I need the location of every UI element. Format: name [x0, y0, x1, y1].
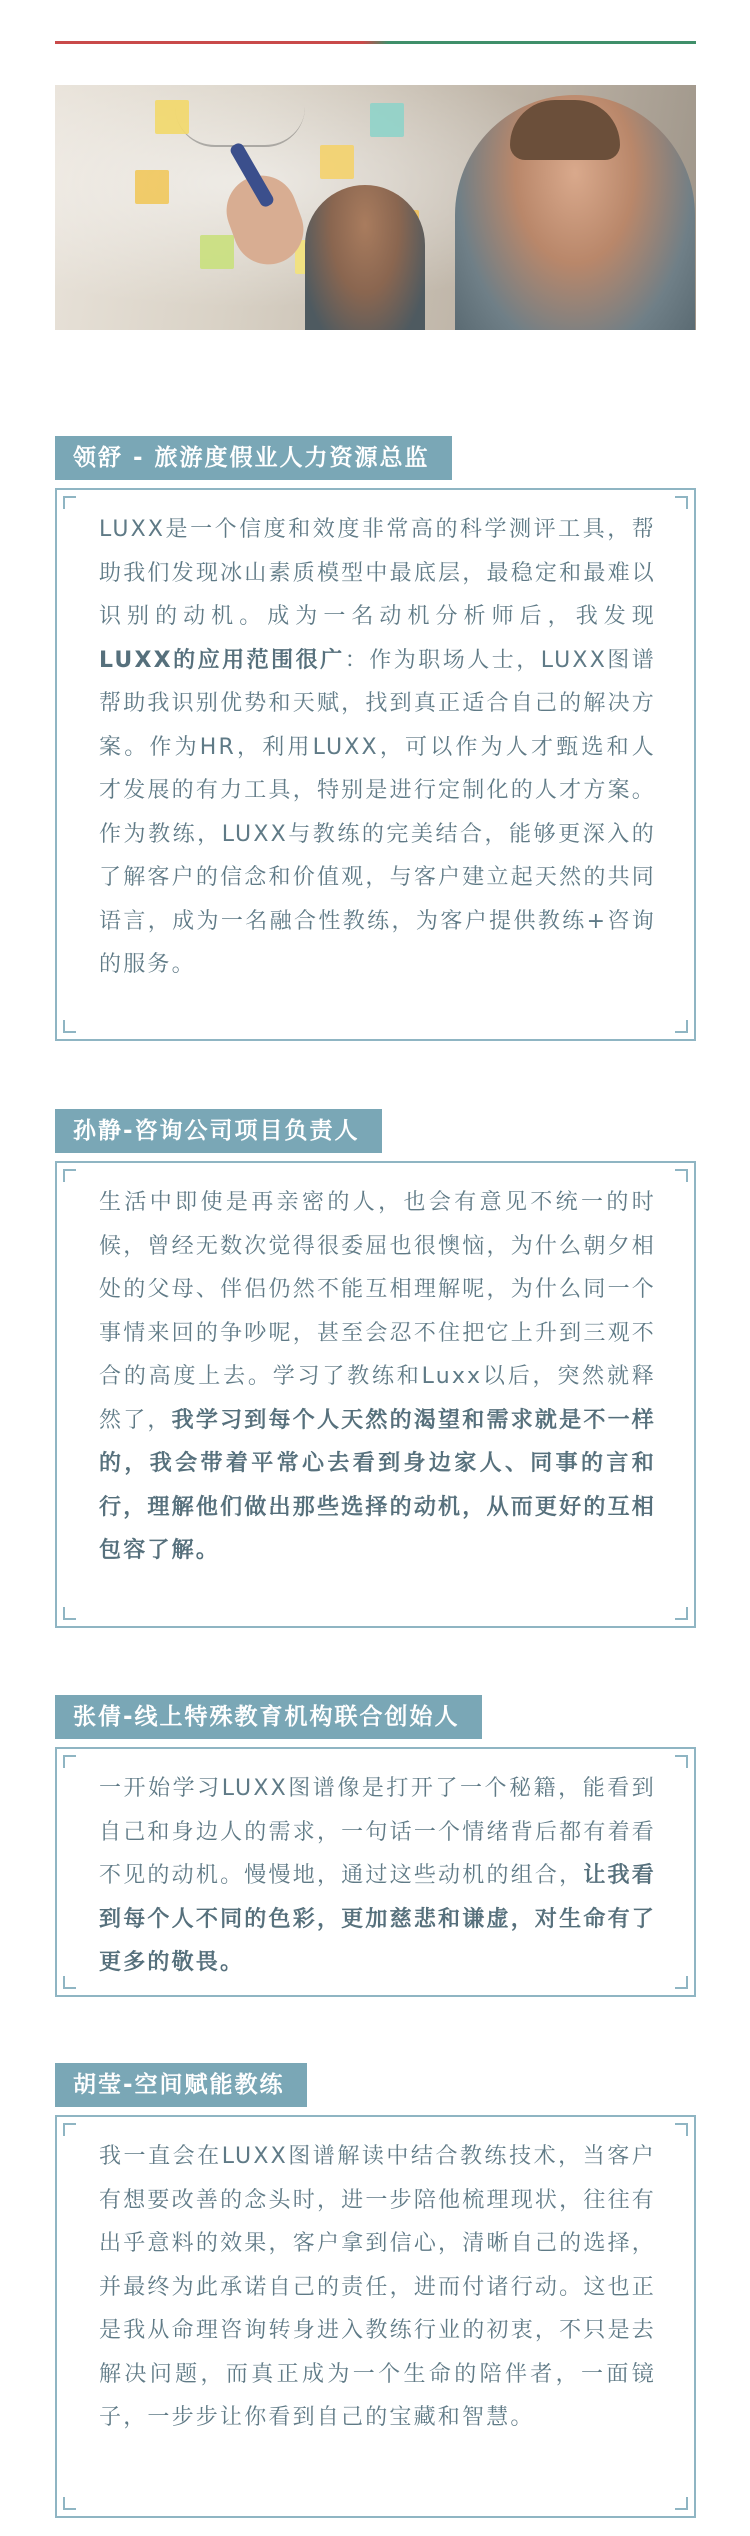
sticky-note — [155, 100, 189, 134]
corner-bracket — [63, 1976, 76, 1989]
corner-bracket — [63, 1755, 76, 1768]
corner-bracket — [63, 2123, 76, 2136]
testimonial-box — [55, 1747, 696, 1997]
text-regular: ：作为职场人士，LUXX图谱帮助我识别优势和天赋，找到真正适合自己的解决方案。作为HR，利用LUXX，可以作为人才甄选和人才发展的有力工具，特别是进行定制化的人才方案。作为教练，LUXX与教练的完美结合，能够更深入的了解客户的信念和价值观，与客户建立起天然的共同语言，成为一名融合性教练，为客户提供教练+咨询的服务。 — [99, 647, 656, 977]
text-regular: LUXX是一个信度和效度非常高的科学测评工具，帮助我们发现冰山素质模型中最底层，最稳定和最难以识别的动机。成为一名动机分析师后，我发现 — [99, 517, 656, 629]
corner-bracket — [63, 1020, 76, 1033]
whiteboard-scribble — [175, 105, 305, 147]
testimonial-text — [99, 1181, 656, 1573]
text-regular: 生活中即使是再亲密的人，也会有意见不统一的时候，曾经无数次觉得很委屈也很懊恼，为什么朝夕相处的父母、伴侣仍然不能互相理解呢，为什么同一个事情来回的争吵呢，甚至会忍不住把它上升到三观不合的高度上去。学习了教练和Luxx以后，突然就释然了， — [99, 1190, 656, 1433]
corner-bracket — [63, 1607, 76, 1620]
corner-bracket — [675, 2123, 688, 2136]
corner-bracket — [675, 1755, 688, 1768]
text-emphasis: 让我看到每个人不同的色彩，更加慈悲和谦虚，对生命有了更多的敬畏。 — [99, 1863, 656, 1975]
hero-photo — [55, 85, 696, 330]
testimonial-heading: 领舒 - 旅游度假业人力资源总监 — [55, 436, 452, 480]
corner-bracket — [675, 1607, 688, 1620]
testimonial-heading: 张倩-线上特殊教育机构联合创始人 — [55, 1695, 482, 1739]
sticky-note — [135, 170, 169, 204]
text-regular: 我一直会在LUXX图谱解读中结合教练技术，当客户有想要改善的念头时，进一步陪他梳理现状，往往有出乎意料的效果，客户拿到信心，清晰自己的选择，并最终为此承诺自己的责任，进而付诸行动。这也正是我从命理咨询转身进入教练行业的初衷，不只是去解决问题，而真正成为一个生命的陪伴者，一面镜子，一步步让你看到自己的宝藏和智慧。 — [99, 2144, 656, 2430]
sticky-note — [320, 145, 354, 179]
corner-bracket — [675, 2497, 688, 2510]
testimonial-heading: 胡莹-空间赋能教练 — [55, 2063, 307, 2107]
testimonial-box — [55, 488, 696, 1041]
corner-bracket — [675, 1976, 688, 1989]
corner-bracket — [63, 1169, 76, 1182]
corner-bracket — [675, 1020, 688, 1033]
sticky-note — [200, 235, 234, 269]
text-emphasis: 我学习到每个人天然的渴望和需求就是不一样的，我会带着平常心去看到身边家人、同事的言和行，理解他们做出那些选择的动机，从而更好的互相包容了解。 — [99, 1407, 656, 1563]
corner-bracket — [63, 496, 76, 509]
text-regular: 一开始学习LUXX图谱像是打开了一个秘籍，能看到自己和身边人的需求，一句话一个情绪背后都有着看不见的动机。慢慢地，通过这些动机的组合， — [99, 1776, 656, 1888]
corner-bracket — [63, 2497, 76, 2510]
corner-bracket — [675, 1169, 688, 1182]
testimonial-box — [55, 2115, 696, 2518]
corner-bracket — [675, 496, 688, 509]
testimonial-text — [99, 508, 656, 987]
testimonial-box — [55, 1161, 696, 1628]
person-hair — [510, 100, 620, 160]
person-background — [305, 185, 425, 330]
testimonial-text — [99, 1767, 656, 1985]
testimonial-text — [99, 2135, 656, 2440]
person-foreground — [455, 95, 695, 330]
top-divider — [55, 41, 696, 44]
text-emphasis: LUXX的应用范围很广 — [99, 647, 345, 673]
sticky-note — [370, 103, 404, 137]
testimonial-heading: 孙静-咨询公司项目负责人 — [55, 1109, 382, 1153]
